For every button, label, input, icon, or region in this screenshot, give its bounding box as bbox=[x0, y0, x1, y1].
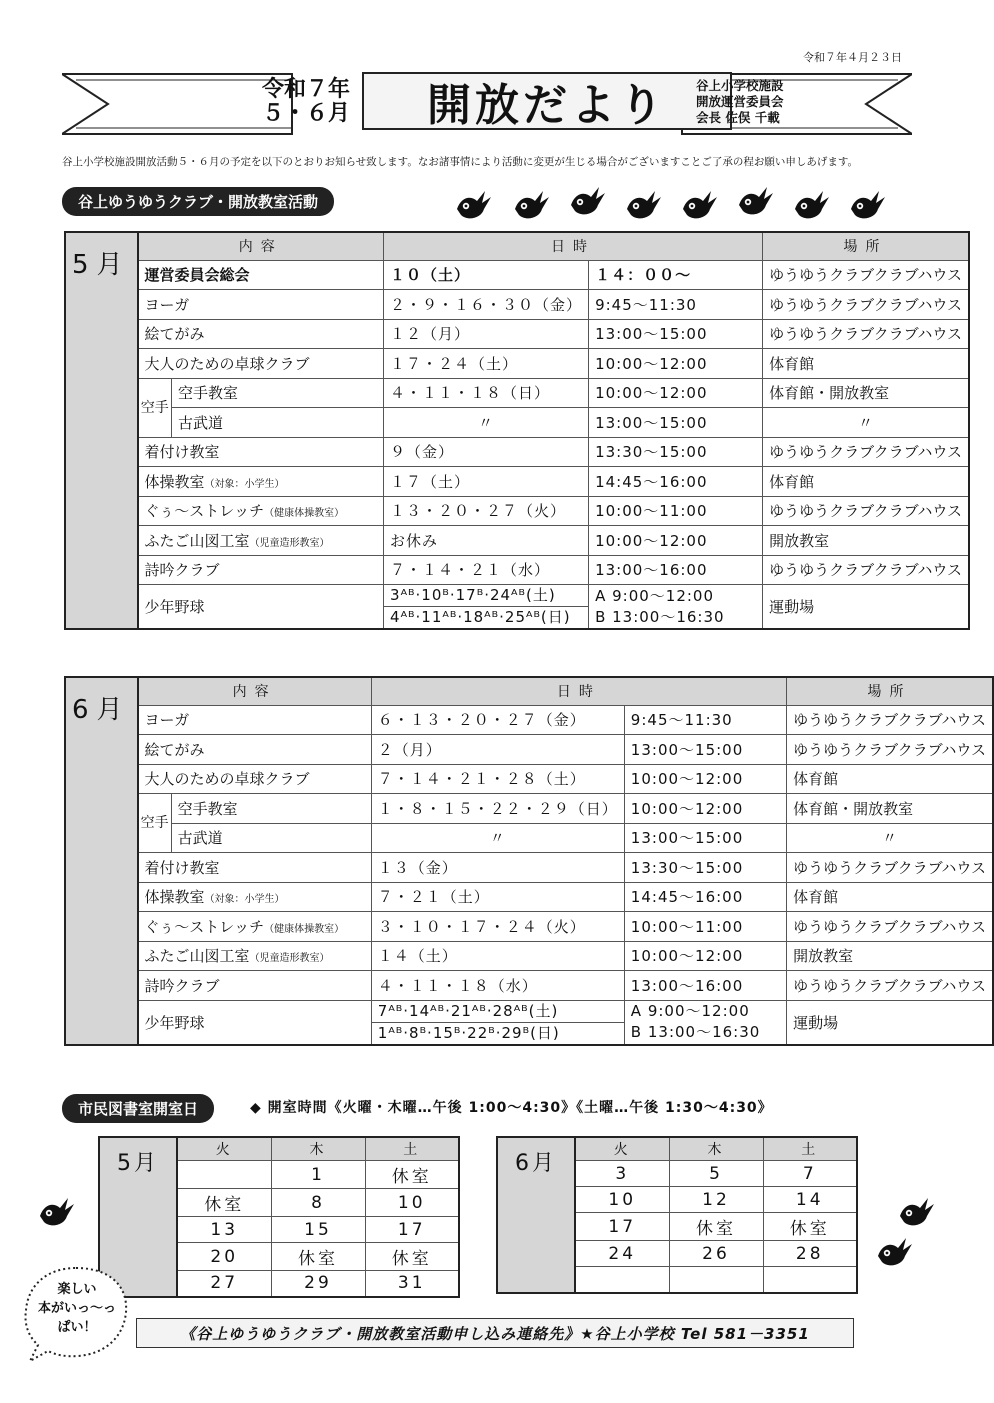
era-line1: 令和７年 bbox=[261, 77, 350, 102]
bird-decoration-row bbox=[455, 183, 895, 225]
header-banner bbox=[62, 68, 912, 140]
activity-time: 13:30～15:00 bbox=[624, 853, 786, 883]
day-header-tue: 火 bbox=[575, 1137, 669, 1161]
activity-name: 空手教室 bbox=[172, 378, 384, 408]
activity-date: お休み bbox=[384, 526, 589, 556]
activity-place: ゆうゆうクラブクラブハウス bbox=[787, 735, 993, 765]
activity-date: ３・１０・１７・２４（火） bbox=[371, 912, 624, 942]
activity-place: 運動場 bbox=[787, 1000, 993, 1045]
calendar-header-row bbox=[99, 1137, 459, 1161]
activity-place: ゆうゆうクラブクラブハウス bbox=[763, 496, 969, 526]
activity-name: ふたご山図工室 bbox=[144, 531, 250, 550]
table-header-row bbox=[65, 677, 993, 705]
activity-date: 〃 bbox=[371, 823, 624, 853]
calendar-cell: 20 bbox=[177, 1243, 271, 1271]
calendar-cell: 24 bbox=[575, 1241, 669, 1267]
month-label: 5月 bbox=[99, 1137, 177, 1297]
activity-place: 体育館 bbox=[763, 467, 969, 497]
activity-name: 空手教室 bbox=[171, 794, 371, 824]
activity-name: ぐぅ～ストレッチ bbox=[144, 502, 265, 521]
activity-time-cell bbox=[589, 585, 763, 630]
contact-footer: 《谷上ゆうゆうクラブ・開放教室活動申し込み連絡先》★谷上小学校 Tel 581－3351 bbox=[136, 1318, 854, 1348]
header-content: 内容 bbox=[138, 677, 372, 705]
calendar-cell: 休室 bbox=[365, 1243, 459, 1271]
table-header-row bbox=[65, 232, 969, 260]
activity-place: 開放教室 bbox=[787, 941, 993, 971]
activity-date: ６・１３・２０・２７（金） bbox=[371, 705, 624, 735]
calendar-cell bbox=[669, 1267, 763, 1293]
activity-name: 着付け教室 bbox=[138, 853, 372, 883]
table-row bbox=[65, 1000, 993, 1045]
bird-icon bbox=[898, 1192, 938, 1232]
activity-name-cell bbox=[138, 912, 372, 942]
activity-time-b: B 13:00～16:30 bbox=[595, 607, 725, 626]
publisher-line3: 会長 佐俣 千載 bbox=[696, 110, 780, 125]
day-header-thu: 木 bbox=[669, 1137, 763, 1161]
activity-name-cell bbox=[138, 526, 384, 556]
calendar-cell: 休室 bbox=[271, 1243, 365, 1271]
activity-place: ゆうゆうクラブクラブハウス bbox=[763, 290, 969, 320]
library-june-calendar bbox=[496, 1136, 858, 1294]
bird-icon bbox=[876, 1232, 916, 1272]
activity-name-cell bbox=[138, 941, 372, 971]
activity-place: 開放教室 bbox=[763, 526, 969, 556]
activity-time: 13:00～15:00 bbox=[624, 735, 786, 765]
activity-time: 9:45～11:30 bbox=[589, 290, 763, 320]
header-content: 内容 bbox=[138, 232, 384, 260]
calendar-cell: 10 bbox=[365, 1189, 459, 1217]
activity-time: 14:45～16:00 bbox=[589, 467, 763, 497]
activity-note: （対象：小学生） bbox=[204, 894, 285, 906]
activity-name: 絵てがみ bbox=[138, 735, 372, 765]
table-row bbox=[65, 496, 969, 526]
publisher-line2: 開放運営委員会 bbox=[696, 94, 784, 109]
karate-group-label: 空手 bbox=[138, 378, 172, 437]
section-title: 谷上ゆうゆうクラブ・開放教室活動 bbox=[62, 187, 334, 216]
bubble-line3: ぱい！ bbox=[57, 1320, 97, 1335]
table-row bbox=[65, 735, 993, 765]
activity-place: 体育館 bbox=[787, 882, 993, 912]
activity-place: ゆうゆうクラブクラブハウス bbox=[787, 912, 993, 942]
table-row bbox=[65, 526, 969, 556]
table-row bbox=[65, 764, 993, 794]
calendar-cell bbox=[575, 1267, 669, 1293]
activity-note: （児童造形教室） bbox=[249, 537, 330, 549]
activity-date: １７（土） bbox=[384, 467, 589, 497]
activity-place: ゆうゆうクラブクラブハウス bbox=[763, 437, 969, 467]
calendar-cell: 12 bbox=[669, 1187, 763, 1213]
calendar-cell: 28 bbox=[763, 1241, 857, 1267]
activity-name: 体操教室 bbox=[144, 888, 205, 907]
activity-name: 運営委員会総会 bbox=[138, 260, 384, 290]
calendar-cell: 13 bbox=[177, 1217, 271, 1243]
activity-name: 体操教室 bbox=[144, 472, 205, 491]
activity-time-a: A 9:00～12:00 bbox=[630, 1002, 750, 1020]
calendar-cell: 休室 bbox=[177, 1189, 271, 1217]
activity-date: １４（土） bbox=[371, 941, 624, 971]
calendar-cell: 15 bbox=[271, 1217, 365, 1243]
bubble-text bbox=[30, 1280, 124, 1337]
activity-date: ７・２１（土） bbox=[371, 882, 624, 912]
activity-time: 13:00～15:00 bbox=[624, 823, 786, 853]
activity-place: 体育館 bbox=[787, 764, 993, 794]
table-row bbox=[65, 349, 969, 379]
era-line2: ５・６月 bbox=[261, 101, 350, 126]
activity-name: 少年野球 bbox=[138, 1000, 372, 1045]
table-row bbox=[65, 941, 993, 971]
activity-place: 体育館・開放教室 bbox=[763, 378, 969, 408]
calendar-cell: 27 bbox=[177, 1271, 271, 1297]
calendar-cell: 17 bbox=[575, 1213, 669, 1241]
table-row bbox=[65, 408, 969, 438]
activity-time: 10:00～12:00 bbox=[624, 794, 786, 824]
activity-time: 10:00～12:00 bbox=[589, 378, 763, 408]
activity-name: 古武道 bbox=[171, 823, 371, 853]
karate-group-label: 空手 bbox=[138, 794, 172, 853]
activity-time: 10:00～12:00 bbox=[624, 764, 786, 794]
bubble-line2: 本がいっ～っ bbox=[37, 1301, 116, 1316]
activity-name: 大人のための卓球クラブ bbox=[138, 764, 372, 794]
activity-name: 着付け教室 bbox=[138, 437, 384, 467]
header-place: 場所 bbox=[763, 232, 969, 260]
activity-date: ７・１４・２１（水） bbox=[384, 555, 589, 585]
activity-note: （健康体操教室） bbox=[264, 508, 345, 520]
activity-name: 絵てがみ bbox=[138, 319, 384, 349]
table-row bbox=[65, 853, 993, 883]
activity-name: 詩吟クラブ bbox=[138, 555, 384, 585]
activity-time: 13:00～16:00 bbox=[624, 971, 786, 1001]
calendar-cell: 10 bbox=[575, 1187, 669, 1213]
activity-name: 少年野球 bbox=[138, 585, 384, 630]
issue-period bbox=[190, 78, 350, 126]
calendar-cell bbox=[177, 1161, 271, 1189]
calendar-cell: 17 bbox=[365, 1217, 459, 1243]
table-row bbox=[65, 290, 969, 320]
activity-place: ゆうゆうクラブクラブハウス bbox=[763, 555, 969, 585]
table-row bbox=[65, 260, 969, 290]
activity-date: １７・２４（土） bbox=[384, 349, 589, 379]
calendar-cell bbox=[763, 1267, 857, 1293]
activity-place: 〃 bbox=[763, 408, 969, 438]
calendar-cell: 7 bbox=[763, 1161, 857, 1187]
activity-date-b: 4ᴬᴮ·11ᴬᴮ·18ᴬᴮ·25ᴬᴮ(日) bbox=[384, 606, 588, 628]
table-row bbox=[65, 437, 969, 467]
day-header-sat: 土 bbox=[763, 1137, 857, 1161]
library-may-calendar bbox=[98, 1136, 460, 1298]
activity-name: ふたご山図工室 bbox=[144, 947, 250, 966]
activity-place: ゆうゆうクラブクラブハウス bbox=[787, 971, 993, 1001]
calendar-header-row bbox=[497, 1137, 857, 1161]
activity-time: 10:00～11:00 bbox=[589, 496, 763, 526]
activity-date: ７・１４・２１・２８（土） bbox=[371, 764, 624, 794]
header-datetime: 日時 bbox=[384, 232, 763, 260]
bubble-line1: 楽しい bbox=[57, 1282, 97, 1297]
activity-note: （健康体操教室） bbox=[264, 923, 345, 935]
header-place: 場所 bbox=[787, 677, 993, 705]
activity-date: １０（土） bbox=[384, 260, 589, 290]
calendar-cell: 1 bbox=[271, 1161, 365, 1189]
activity-date: ２・９・１６・３０（金） bbox=[384, 290, 589, 320]
month-label: 5月 bbox=[65, 232, 138, 629]
activity-time: 14:45～16:00 bbox=[624, 882, 786, 912]
table-row bbox=[65, 319, 969, 349]
activity-date-a: 3ᴬᴮ·10ᴮ·17ᴮ·24ᴬᴮ(土) bbox=[390, 586, 556, 604]
publisher-line1: 谷上小学校施設 bbox=[696, 78, 784, 93]
activity-date: １３・２０・２７（火） bbox=[384, 496, 589, 526]
calendar-cell: 14 bbox=[763, 1187, 857, 1213]
may-schedule-table bbox=[64, 231, 970, 630]
issue-date: 令和７年４月２３日 bbox=[803, 51, 902, 64]
activity-date: ２（月） bbox=[371, 735, 624, 765]
activity-place: 運動場 bbox=[763, 585, 969, 630]
intro-text: 谷上小学校施設開放活動５・６月の予定を以下のとおりお知らせ致します。なお諸事情により活動に変更が生じる場合がございますことご了承の程お願い申しあげます。 bbox=[62, 156, 859, 168]
activity-time-b: B 13:00～16:30 bbox=[630, 1023, 761, 1041]
newsletter-title: 開放だより bbox=[362, 72, 732, 130]
day-header-thu: 木 bbox=[271, 1137, 365, 1161]
month-label: 6月 bbox=[65, 677, 138, 1045]
activity-date-cell bbox=[384, 585, 589, 630]
activity-name: ヨーガ bbox=[138, 705, 372, 735]
activity-time: 13:00～15:00 bbox=[589, 408, 763, 438]
calendar-cell: 8 bbox=[271, 1189, 365, 1217]
activity-place: ゆうゆうクラブクラブハウス bbox=[787, 853, 993, 883]
calendar-cell: 休室 bbox=[763, 1213, 857, 1241]
activity-name: 古武道 bbox=[172, 408, 384, 438]
library-title: 市民図書室開室日 bbox=[62, 1094, 214, 1123]
month-label: 6月 bbox=[497, 1137, 575, 1293]
activity-place: 〃 bbox=[787, 823, 993, 853]
activity-time: 9:45～11:30 bbox=[624, 705, 786, 735]
activity-place: ゆうゆうクラブクラブハウス bbox=[763, 319, 969, 349]
table-row bbox=[65, 555, 969, 585]
bird-icon bbox=[38, 1192, 78, 1232]
activity-note: （児童造形教室） bbox=[249, 953, 330, 965]
activity-place: 体育館・開放教室 bbox=[787, 794, 993, 824]
activity-time: 13:00～16:00 bbox=[589, 555, 763, 585]
activity-date: ９（金） bbox=[384, 437, 589, 467]
activity-note: （対象：小学生） bbox=[204, 478, 285, 490]
activity-place: ゆうゆうクラブクラブハウス bbox=[787, 705, 993, 735]
activity-time: 10:00～12:00 bbox=[624, 941, 786, 971]
activity-name: 詩吟クラブ bbox=[138, 971, 372, 1001]
activity-time: 10:00～12:00 bbox=[589, 526, 763, 556]
activity-name: 大人のための卓球クラブ bbox=[138, 349, 384, 379]
activity-date: １２（月） bbox=[384, 319, 589, 349]
june-schedule-table bbox=[64, 676, 994, 1046]
calendar-cell: 31 bbox=[365, 1271, 459, 1297]
activity-date: １・８・１５・２２・２９（日） bbox=[371, 794, 624, 824]
table-row bbox=[65, 794, 993, 824]
header-datetime: 日時 bbox=[371, 677, 786, 705]
activity-date: 〃 bbox=[384, 408, 589, 438]
activity-date-a: 7ᴬᴮ·14ᴬᴮ·21ᴬᴮ·28ᴬᴮ(土) bbox=[377, 1001, 559, 1020]
calendar-cell: 5 bbox=[669, 1161, 763, 1187]
table-row bbox=[65, 705, 993, 735]
table-row bbox=[65, 585, 969, 630]
calendar-cell: 3 bbox=[575, 1161, 669, 1187]
calendar-cell: 26 bbox=[669, 1241, 763, 1267]
activity-time-a: A 9:00～12:00 bbox=[595, 586, 715, 605]
activity-place: 体育館 bbox=[763, 349, 969, 379]
activity-date: ４・１１・１８（日） bbox=[384, 378, 589, 408]
activity-name-cell bbox=[138, 882, 372, 912]
activity-time: 13:00～15:00 bbox=[589, 319, 763, 349]
day-header-sat: 土 bbox=[365, 1137, 459, 1161]
library-hours: ◆ 開室時間《火曜・木曜…午後 1:00～4:30》《土曜…午後 1:30～4:30》 bbox=[250, 1100, 773, 1116]
day-header-tue: 火 bbox=[177, 1137, 271, 1161]
activity-date: ４・１１・１８（水） bbox=[371, 971, 624, 1001]
table-row bbox=[65, 882, 993, 912]
table-row bbox=[65, 971, 993, 1001]
activity-date-b: 1ᴬᴮ·8ᴮ·15ᴮ·22ᴮ·29ᴮ(日) bbox=[372, 1022, 624, 1044]
publisher bbox=[696, 78, 836, 126]
activity-date: １３（金） bbox=[371, 853, 624, 883]
calendar-cell: 休室 bbox=[365, 1161, 459, 1189]
activity-time: 10:00～11:00 bbox=[624, 912, 786, 942]
calendar-cell: 休室 bbox=[669, 1213, 763, 1241]
table-row bbox=[65, 823, 993, 853]
activity-place: ゆうゆうクラブクラブハウス bbox=[763, 260, 969, 290]
activity-date-cell bbox=[371, 1000, 624, 1045]
calendar-cell: 29 bbox=[271, 1271, 365, 1297]
activity-time: 13:30～15:00 bbox=[589, 437, 763, 467]
table-row bbox=[65, 912, 993, 942]
activity-name: ヨーガ bbox=[138, 290, 384, 320]
table-row bbox=[65, 378, 969, 408]
activity-time: １４：００～ bbox=[589, 260, 763, 290]
activity-time-cell bbox=[624, 1000, 786, 1045]
activity-time: 10:00～12:00 bbox=[589, 349, 763, 379]
activity-name-cell bbox=[138, 496, 384, 526]
activity-name-cell bbox=[138, 467, 384, 497]
activity-name: ぐぅ～ストレッチ bbox=[144, 917, 265, 936]
table-row bbox=[65, 467, 969, 497]
